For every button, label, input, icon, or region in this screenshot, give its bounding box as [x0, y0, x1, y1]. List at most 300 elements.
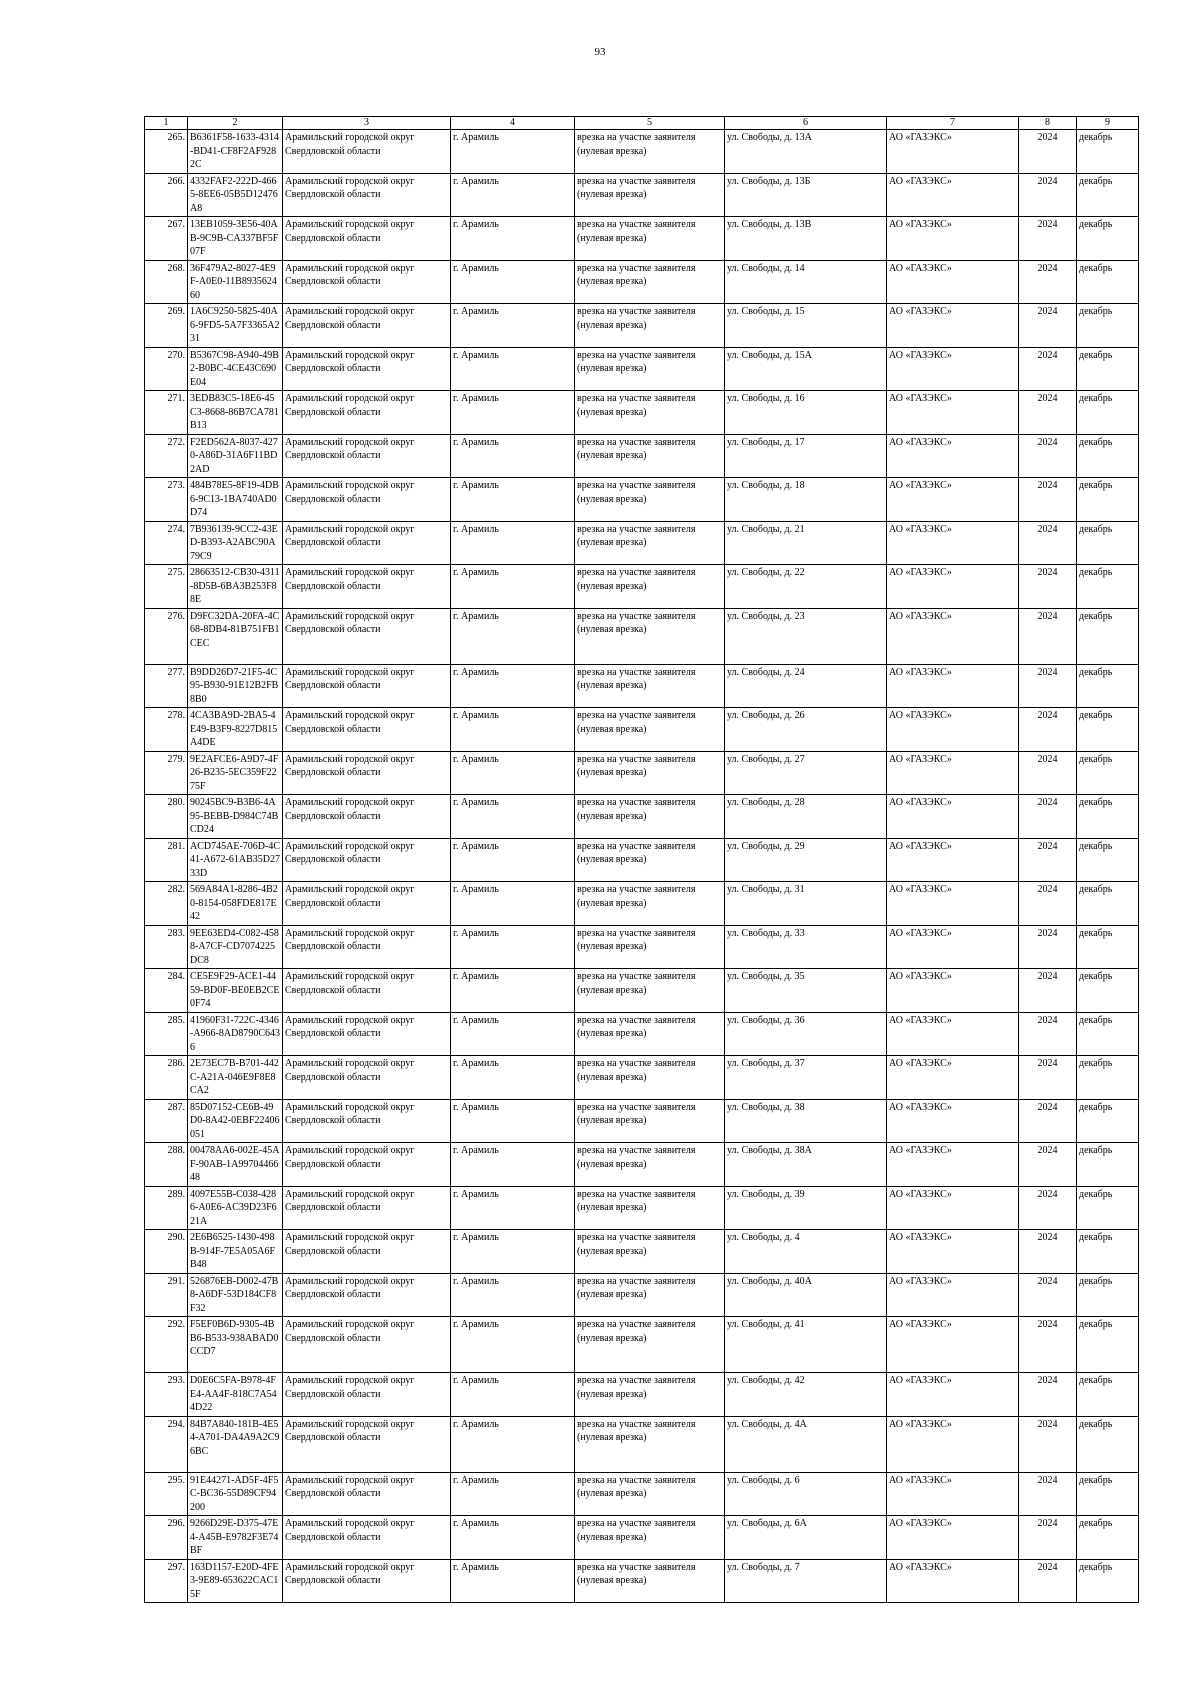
- connection-type-cell: врезка на участке заявителя (нулевая врезка): [575, 969, 725, 1013]
- address-cell: ул. Свободы, д. 31: [725, 882, 887, 926]
- year-cell: 2024: [1019, 434, 1077, 478]
- year-cell: 2024: [1019, 173, 1077, 217]
- district-cell: Арамильский городской округ Свердловской области: [283, 708, 451, 752]
- guid-cell: B9DD26D7-21F5-4C95-B930-91E12B2FB8B0: [188, 664, 283, 708]
- guid-cell: 2E6B6525-1430-498B-914F-7E5A05A6FB48: [188, 1230, 283, 1274]
- address-cell: ул. Свободы, д. 18: [725, 478, 887, 522]
- table-row: [145, 795, 1139, 839]
- year-cell: 2024: [1019, 1099, 1077, 1143]
- city-cell: г. Арамиль: [451, 347, 575, 391]
- district-cell: Арамильский городской округ Свердловской области: [283, 795, 451, 839]
- table-row: [145, 478, 1139, 522]
- year-cell: 2024: [1019, 882, 1077, 926]
- table-row: [145, 304, 1139, 348]
- table-row: [145, 1230, 1139, 1274]
- organization-cell: АО «ГАЗЭКС»: [887, 391, 1019, 435]
- connection-type-cell: врезка на участке заявителя (нулевая врезка): [575, 478, 725, 522]
- month-cell: декабрь: [1077, 1559, 1139, 1603]
- city-cell: г. Арамиль: [451, 1559, 575, 1603]
- address-cell: ул. Свободы, д. 17: [725, 434, 887, 478]
- organization-cell: АО «ГАЗЭКС»: [887, 1516, 1019, 1560]
- guid-cell: 569A84A1-8286-4B20-8154-058FDE817E42: [188, 882, 283, 926]
- district-cell: Арамильский городской округ Свердловской области: [283, 565, 451, 609]
- address-cell: ул. Свободы, д. 4: [725, 1230, 887, 1274]
- table-row: [145, 838, 1139, 882]
- district-cell: Арамильский городской округ Свердловской области: [283, 1472, 451, 1516]
- connection-type-cell: врезка на участке заявителя (нулевая врезка): [575, 1472, 725, 1516]
- address-cell: ул. Свободы, д. 38А: [725, 1143, 887, 1187]
- district-cell: Арамильский городской округ Свердловской области: [283, 925, 451, 969]
- column-header: 6: [725, 117, 887, 130]
- guid-cell: 1A6C9250-5825-40A6-9FD5-5A7F3365A231: [188, 304, 283, 348]
- organization-cell: АО «ГАЗЭКС»: [887, 1012, 1019, 1056]
- organization-cell: АО «ГАЗЭКС»: [887, 1186, 1019, 1230]
- connection-type-cell: врезка на участке заявителя (нулевая врезка): [575, 347, 725, 391]
- city-cell: г. Арамиль: [451, 1516, 575, 1560]
- table-row: [145, 260, 1139, 304]
- year-cell: 2024: [1019, 1273, 1077, 1317]
- table-row: [145, 1056, 1139, 1100]
- address-cell: ул. Свободы, д. 7: [725, 1559, 887, 1603]
- connection-type-cell: врезка на участке заявителя (нулевая врезка): [575, 1099, 725, 1143]
- guid-cell: 00478AA6-002E-45AF-90AB-1A9970446648: [188, 1143, 283, 1187]
- city-cell: г. Арамиль: [451, 217, 575, 261]
- month-cell: декабрь: [1077, 1516, 1139, 1560]
- organization-cell: АО «ГАЗЭКС»: [887, 130, 1019, 174]
- month-cell: декабрь: [1077, 434, 1139, 478]
- district-cell: Арамильский городской округ Свердловской области: [283, 1273, 451, 1317]
- row-number-cell: 277.: [145, 664, 188, 708]
- city-cell: г. Арамиль: [451, 1143, 575, 1187]
- month-cell: декабрь: [1077, 391, 1139, 435]
- guid-cell: 85D07152-CE6B-49D0-8A42-0EBF22406051: [188, 1099, 283, 1143]
- year-cell: 2024: [1019, 1472, 1077, 1516]
- connection-type-cell: врезка на участке заявителя (нулевая врезка): [575, 1373, 725, 1417]
- city-cell: г. Арамиль: [451, 565, 575, 609]
- connection-type-cell: врезка на участке заявителя (нулевая врезка): [575, 608, 725, 664]
- table-row: [145, 565, 1139, 609]
- row-number-cell: 271.: [145, 391, 188, 435]
- address-cell: ул. Свободы, д. 38: [725, 1099, 887, 1143]
- guid-cell: 3EDB83C5-18E6-45C3-8668-86B7CA781B13: [188, 391, 283, 435]
- connection-type-cell: врезка на участке заявителя (нулевая врезка): [575, 664, 725, 708]
- address-cell: ул. Свободы, д. 35: [725, 969, 887, 1013]
- column-header: 9: [1077, 117, 1139, 130]
- district-cell: Арамильский городской округ Свердловской области: [283, 608, 451, 664]
- guid-cell: F2ED562A-8037-4270-A86D-31A6F11BD2AD: [188, 434, 283, 478]
- organization-cell: АО «ГАЗЭКС»: [887, 1317, 1019, 1373]
- connection-type-cell: врезка на участке заявителя (нулевая врезка): [575, 260, 725, 304]
- connection-type-cell: врезка на участке заявителя (нулевая врезка): [575, 1143, 725, 1187]
- table-body: [145, 130, 1139, 1603]
- guid-cell: 28663512-CB30-4311-8D5B-6BA3B253F88E: [188, 565, 283, 609]
- year-cell: 2024: [1019, 260, 1077, 304]
- month-cell: декабрь: [1077, 521, 1139, 565]
- month-cell: декабрь: [1077, 1012, 1139, 1056]
- guid-cell: D9FC32DA-20FA-4C68-8DB4-81B751FB1CEC: [188, 608, 283, 664]
- table-row: [145, 708, 1139, 752]
- row-number-cell: 285.: [145, 1012, 188, 1056]
- district-cell: Арамильский городской округ Свердловской области: [283, 1317, 451, 1373]
- address-cell: ул. Свободы, д. 29: [725, 838, 887, 882]
- district-cell: Арамильский городской округ Свердловской области: [283, 1373, 451, 1417]
- row-number-cell: 291.: [145, 1273, 188, 1317]
- organization-cell: АО «ГАЗЭКС»: [887, 565, 1019, 609]
- organization-cell: АО «ГАЗЭКС»: [887, 1373, 1019, 1417]
- city-cell: г. Арамиль: [451, 751, 575, 795]
- guid-cell: 4CA3BA9D-2BA5-4E49-B3F9-8227D815A4DE: [188, 708, 283, 752]
- row-number-cell: 276.: [145, 608, 188, 664]
- table-row: [145, 1559, 1139, 1603]
- connection-type-cell: врезка на участке заявителя (нулевая врезка): [575, 521, 725, 565]
- month-cell: декабрь: [1077, 882, 1139, 926]
- district-cell: Арамильский городской округ Свердловской области: [283, 838, 451, 882]
- city-cell: г. Арамиль: [451, 521, 575, 565]
- connection-type-cell: врезка на участке заявителя (нулевая врезка): [575, 1516, 725, 1560]
- district-cell: Арамильский городской округ Свердловской области: [283, 521, 451, 565]
- organization-cell: АО «ГАЗЭКС»: [887, 664, 1019, 708]
- connection-type-cell: врезка на участке заявителя (нулевая врезка): [575, 838, 725, 882]
- row-number-cell: 266.: [145, 173, 188, 217]
- table-row: [145, 969, 1139, 1013]
- month-cell: декабрь: [1077, 1099, 1139, 1143]
- guid-cell: 7B936139-9CC2-43ED-B393-A2ABC90A79C9: [188, 521, 283, 565]
- address-cell: ул. Свободы, д. 24: [725, 664, 887, 708]
- connection-type-cell: врезка на участке заявителя (нулевая врезка): [575, 795, 725, 839]
- organization-cell: АО «ГАЗЭКС»: [887, 173, 1019, 217]
- year-cell: 2024: [1019, 969, 1077, 1013]
- table-row: [145, 217, 1139, 261]
- connection-type-cell: врезка на участке заявителя (нулевая врезка): [575, 882, 725, 926]
- address-cell: ул. Свободы, д. 13В: [725, 217, 887, 261]
- year-cell: 2024: [1019, 521, 1077, 565]
- row-number-cell: 290.: [145, 1230, 188, 1274]
- connection-type-cell: врезка на участке заявителя (нулевая врезка): [575, 434, 725, 478]
- month-cell: декабрь: [1077, 969, 1139, 1013]
- row-number-cell: 289.: [145, 1186, 188, 1230]
- table-row: [145, 1143, 1139, 1187]
- city-cell: г. Арамиль: [451, 304, 575, 348]
- city-cell: г. Арамиль: [451, 1186, 575, 1230]
- year-cell: 2024: [1019, 1230, 1077, 1274]
- year-cell: 2024: [1019, 304, 1077, 348]
- table-row: [145, 882, 1139, 926]
- column-header: 7: [887, 117, 1019, 130]
- connection-type-cell: врезка на участке заявителя (нулевая врезка): [575, 1559, 725, 1603]
- month-cell: декабрь: [1077, 664, 1139, 708]
- table-row: [145, 391, 1139, 435]
- connection-type-cell: врезка на участке заявителя (нулевая врезка): [575, 1416, 725, 1472]
- table-row: [145, 1516, 1139, 1560]
- organization-cell: АО «ГАЗЭКС»: [887, 260, 1019, 304]
- organization-cell: АО «ГАЗЭКС»: [887, 217, 1019, 261]
- table-row: [145, 130, 1139, 174]
- guid-cell: 90245BC9-B3B6-4A95-BEBB-D984C74BCD24: [188, 795, 283, 839]
- guid-cell: 41960F31-722C-4346-A966-8AD8790C6436: [188, 1012, 283, 1056]
- row-number-cell: 278.: [145, 708, 188, 752]
- month-cell: декабрь: [1077, 304, 1139, 348]
- month-cell: декабрь: [1077, 925, 1139, 969]
- month-cell: декабрь: [1077, 1373, 1139, 1417]
- organization-cell: АО «ГАЗЭКС»: [887, 304, 1019, 348]
- district-cell: Арамильский городской округ Свердловской области: [283, 434, 451, 478]
- address-cell: ул. Свободы, д. 28: [725, 795, 887, 839]
- year-cell: 2024: [1019, 608, 1077, 664]
- month-cell: декабрь: [1077, 1273, 1139, 1317]
- row-number-cell: 275.: [145, 565, 188, 609]
- page-number: 93: [594, 46, 606, 58]
- address-cell: ул. Свободы, д. 33: [725, 925, 887, 969]
- connection-type-cell: врезка на участке заявителя (нулевая врезка): [575, 1317, 725, 1373]
- organization-cell: АО «ГАЗЭКС»: [887, 1099, 1019, 1143]
- city-cell: г. Арамиль: [451, 260, 575, 304]
- row-number-cell: 270.: [145, 347, 188, 391]
- city-cell: г. Арамиль: [451, 1230, 575, 1274]
- year-cell: 2024: [1019, 1186, 1077, 1230]
- guid-cell: ACD745AE-706D-4C41-A672-61AB35D2733D: [188, 838, 283, 882]
- guid-cell: F5EF0B6D-9305-4BB6-B533-938ABAD0CCD7: [188, 1317, 283, 1373]
- guid-cell: 84B7A840-181B-4E54-A701-DA4A9A2C96BC: [188, 1416, 283, 1472]
- address-cell: ул. Свободы, д. 37: [725, 1056, 887, 1100]
- organization-cell: АО «ГАЗЭКС»: [887, 1056, 1019, 1100]
- row-number-cell: 287.: [145, 1099, 188, 1143]
- address-cell: ул. Свободы, д. 36: [725, 1012, 887, 1056]
- city-cell: г. Арамиль: [451, 1012, 575, 1056]
- guid-cell: 484B78E5-8F19-4DB6-9C13-1BA740AD0D74: [188, 478, 283, 522]
- connection-type-cell: врезка на участке заявителя (нулевая врезка): [575, 565, 725, 609]
- month-cell: декабрь: [1077, 1472, 1139, 1516]
- city-cell: г. Арамиль: [451, 664, 575, 708]
- row-number-cell: 284.: [145, 969, 188, 1013]
- row-number-cell: 279.: [145, 751, 188, 795]
- district-cell: Арамильский городской округ Свердловской области: [283, 751, 451, 795]
- guid-cell: 13EB1059-3E56-40AB-9C9B-CA337BF5F07F: [188, 217, 283, 261]
- month-cell: декабрь: [1077, 1230, 1139, 1274]
- district-cell: Арамильский городской округ Свердловской области: [283, 173, 451, 217]
- table-row: [145, 173, 1139, 217]
- guid-cell: 4332FAF2-222D-4665-8EE6-05B5D12476A8: [188, 173, 283, 217]
- guid-cell: 9E2AFCE6-A9D7-4F26-B235-5EC359F2275F: [188, 751, 283, 795]
- table-row: [145, 521, 1139, 565]
- guid-cell: 526876EB-D002-47B8-A6DF-53D184CF8F32: [188, 1273, 283, 1317]
- month-cell: декабрь: [1077, 173, 1139, 217]
- city-cell: г. Арамиль: [451, 434, 575, 478]
- month-cell: декабрь: [1077, 795, 1139, 839]
- table-row: [145, 1472, 1139, 1516]
- city-cell: г. Арамиль: [451, 1099, 575, 1143]
- connection-type-cell: врезка на участке заявителя (нулевая врезка): [575, 173, 725, 217]
- column-header: 4: [451, 117, 575, 130]
- district-cell: Арамильский городской округ Свердловской области: [283, 347, 451, 391]
- district-cell: Арамильский городской округ Свердловской области: [283, 1416, 451, 1472]
- table-row: [145, 1186, 1139, 1230]
- table-row: [145, 1317, 1139, 1373]
- month-cell: декабрь: [1077, 217, 1139, 261]
- city-cell: г. Арамиль: [451, 1056, 575, 1100]
- connection-type-cell: врезка на участке заявителя (нулевая врезка): [575, 1012, 725, 1056]
- year-cell: 2024: [1019, 1373, 1077, 1417]
- row-number-cell: 293.: [145, 1373, 188, 1417]
- row-number-cell: 294.: [145, 1416, 188, 1472]
- city-cell: г. Арамиль: [451, 969, 575, 1013]
- organization-cell: АО «ГАЗЭКС»: [887, 1143, 1019, 1187]
- table-header-row: [145, 117, 1139, 130]
- city-cell: г. Арамиль: [451, 478, 575, 522]
- month-cell: декабрь: [1077, 565, 1139, 609]
- city-cell: г. Арамиль: [451, 925, 575, 969]
- row-number-cell: 296.: [145, 1516, 188, 1560]
- year-cell: 2024: [1019, 391, 1077, 435]
- organization-cell: АО «ГАЗЭКС»: [887, 1559, 1019, 1603]
- month-cell: декабрь: [1077, 1317, 1139, 1373]
- table-row: [145, 925, 1139, 969]
- district-cell: Арамильский городской округ Свердловской области: [283, 260, 451, 304]
- row-number-cell: 283.: [145, 925, 188, 969]
- guid-cell: 36F479A2-8027-4E9F-A0E0-11B893562460: [188, 260, 283, 304]
- district-cell: Арамильский городской округ Свердловской области: [283, 1230, 451, 1274]
- organization-cell: АО «ГАЗЭКС»: [887, 925, 1019, 969]
- connection-type-cell: врезка на участке заявителя (нулевая врезка): [575, 217, 725, 261]
- month-cell: декабрь: [1077, 838, 1139, 882]
- organization-cell: АО «ГАЗЭКС»: [887, 434, 1019, 478]
- guid-cell: D0E6C5FA-B978-4FE4-AA4F-818C7A544D22: [188, 1373, 283, 1417]
- city-cell: г. Арамиль: [451, 391, 575, 435]
- connection-type-cell: врезка на участке заявителя (нулевая врезка): [575, 1230, 725, 1274]
- column-header: 5: [575, 117, 725, 130]
- year-cell: 2024: [1019, 1317, 1077, 1373]
- year-cell: 2024: [1019, 347, 1077, 391]
- row-number-cell: 274.: [145, 521, 188, 565]
- month-cell: декабрь: [1077, 1186, 1139, 1230]
- district-cell: Арамильский городской округ Свердловской области: [283, 1143, 451, 1187]
- organization-cell: АО «ГАЗЭКС»: [887, 969, 1019, 1013]
- column-header: 2: [188, 117, 283, 130]
- address-cell: ул. Свободы, д. 15А: [725, 347, 887, 391]
- table-row: [145, 1012, 1139, 1056]
- city-cell: г. Арамиль: [451, 795, 575, 839]
- district-cell: Арамильский городской округ Свердловской области: [283, 130, 451, 174]
- year-cell: 2024: [1019, 664, 1077, 708]
- address-cell: ул. Свободы, д. 15: [725, 304, 887, 348]
- registry-table: [144, 116, 1139, 1603]
- connection-type-cell: врезка на участке заявителя (нулевая врезка): [575, 925, 725, 969]
- connection-type-cell: врезка на участке заявителя (нулевая врезка): [575, 304, 725, 348]
- address-cell: ул. Свободы, д. 40А: [725, 1273, 887, 1317]
- connection-type-cell: врезка на участке заявителя (нулевая врезка): [575, 130, 725, 174]
- address-cell: ул. Свободы, д. 14: [725, 260, 887, 304]
- district-cell: Арамильский городской округ Свердловской области: [283, 664, 451, 708]
- address-cell: ул. Свободы, д. 21: [725, 521, 887, 565]
- district-cell: Арамильский городской округ Свердловской области: [283, 1012, 451, 1056]
- address-cell: ул. Свободы, д. 27: [725, 751, 887, 795]
- organization-cell: АО «ГАЗЭКС»: [887, 751, 1019, 795]
- city-cell: г. Арамиль: [451, 1373, 575, 1417]
- address-cell: ул. Свободы, д. 6А: [725, 1516, 887, 1560]
- connection-type-cell: врезка на участке заявителя (нулевая врезка): [575, 751, 725, 795]
- month-cell: декабрь: [1077, 751, 1139, 795]
- address-cell: ул. Свободы, д. 16: [725, 391, 887, 435]
- row-number-cell: 268.: [145, 260, 188, 304]
- column-header: 8: [1019, 117, 1077, 130]
- city-cell: г. Арамиль: [451, 1317, 575, 1373]
- year-cell: 2024: [1019, 1012, 1077, 1056]
- address-cell: ул. Свободы, д. 22: [725, 565, 887, 609]
- district-cell: Арамильский городской округ Свердловской области: [283, 1186, 451, 1230]
- year-cell: 2024: [1019, 1056, 1077, 1100]
- year-cell: 2024: [1019, 130, 1077, 174]
- address-cell: ул. Свободы, д. 42: [725, 1373, 887, 1417]
- year-cell: 2024: [1019, 217, 1077, 261]
- guid-cell: 2E73EC7B-B701-442C-A21A-046E9F8E8CA2: [188, 1056, 283, 1100]
- connection-type-cell: врезка на участке заявителя (нулевая врезка): [575, 391, 725, 435]
- connection-type-cell: врезка на участке заявителя (нулевая врезка): [575, 1273, 725, 1317]
- month-cell: декабрь: [1077, 708, 1139, 752]
- city-cell: г. Арамиль: [451, 882, 575, 926]
- row-number-cell: 273.: [145, 478, 188, 522]
- address-cell: ул. Свободы, д. 39: [725, 1186, 887, 1230]
- month-cell: декабрь: [1077, 478, 1139, 522]
- city-cell: г. Арамиль: [451, 1416, 575, 1472]
- organization-cell: АО «ГАЗЭКС»: [887, 1230, 1019, 1274]
- row-number-cell: 281.: [145, 838, 188, 882]
- table-row: [145, 751, 1139, 795]
- organization-cell: АО «ГАЗЭКС»: [887, 521, 1019, 565]
- organization-cell: АО «ГАЗЭКС»: [887, 347, 1019, 391]
- year-cell: 2024: [1019, 925, 1077, 969]
- year-cell: 2024: [1019, 1559, 1077, 1603]
- organization-cell: АО «ГАЗЭКС»: [887, 1416, 1019, 1472]
- year-cell: 2024: [1019, 1143, 1077, 1187]
- organization-cell: АО «ГАЗЭКС»: [887, 708, 1019, 752]
- column-header: 3: [283, 117, 451, 130]
- connection-type-cell: врезка на участке заявителя (нулевая врезка): [575, 708, 725, 752]
- city-cell: г. Арамиль: [451, 1472, 575, 1516]
- year-cell: 2024: [1019, 751, 1077, 795]
- guid-cell: 4097E55B-C038-4286-A0E6-AC39D23F621A: [188, 1186, 283, 1230]
- connection-type-cell: врезка на участке заявителя (нулевая врезка): [575, 1056, 725, 1100]
- address-cell: ул. Свободы, д. 41: [725, 1317, 887, 1373]
- guid-cell: B6361F58-1633-4314-BD41-CF8F2AF9282C: [188, 130, 283, 174]
- address-cell: ул. Свободы, д. 23: [725, 608, 887, 664]
- city-cell: г. Арамиль: [451, 708, 575, 752]
- row-number-cell: 288.: [145, 1143, 188, 1187]
- organization-cell: АО «ГАЗЭКС»: [887, 838, 1019, 882]
- district-cell: Арамильский городской округ Свердловской области: [283, 391, 451, 435]
- organization-cell: АО «ГАЗЭКС»: [887, 478, 1019, 522]
- table-row: [145, 608, 1139, 664]
- city-cell: г. Арамиль: [451, 838, 575, 882]
- year-cell: 2024: [1019, 708, 1077, 752]
- address-cell: ул. Свободы, д. 26: [725, 708, 887, 752]
- guid-cell: 9EE63ED4-C082-4588-A7CF-CD7074225DC8: [188, 925, 283, 969]
- column-header: 1: [145, 117, 188, 130]
- district-cell: Арамильский городской округ Свердловской области: [283, 478, 451, 522]
- month-cell: декабрь: [1077, 347, 1139, 391]
- organization-cell: АО «ГАЗЭКС»: [887, 795, 1019, 839]
- row-number-cell: 297.: [145, 1559, 188, 1603]
- guid-cell: 91E44271-AD5F-4F5C-BC36-55D89CF94200: [188, 1472, 283, 1516]
- address-cell: ул. Свободы, д. 13А: [725, 130, 887, 174]
- row-number-cell: 269.: [145, 304, 188, 348]
- year-cell: 2024: [1019, 1516, 1077, 1560]
- year-cell: 2024: [1019, 795, 1077, 839]
- district-cell: Арамильский городской округ Свердловской области: [283, 1099, 451, 1143]
- table-row: [145, 1373, 1139, 1417]
- row-number-cell: 295.: [145, 1472, 188, 1516]
- row-number-cell: 267.: [145, 217, 188, 261]
- year-cell: 2024: [1019, 478, 1077, 522]
- row-number-cell: 265.: [145, 130, 188, 174]
